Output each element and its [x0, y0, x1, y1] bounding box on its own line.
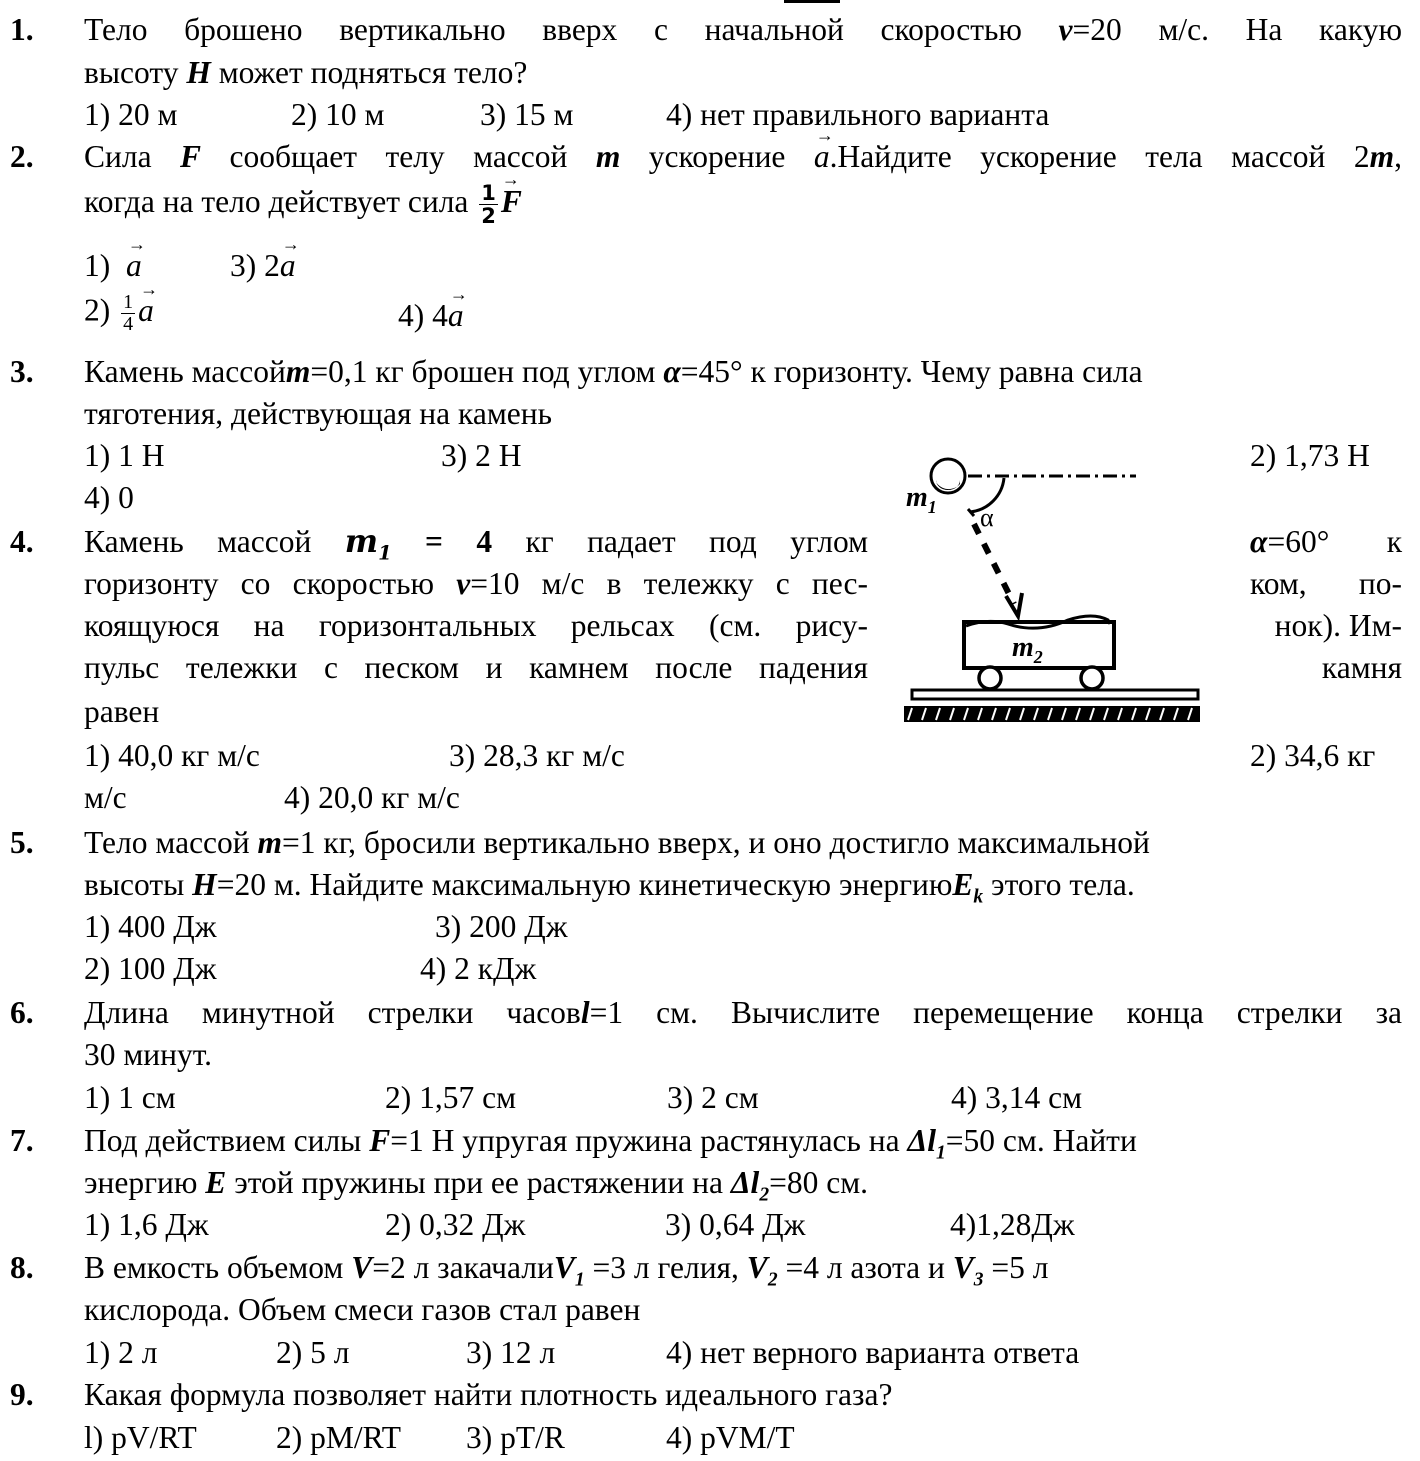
q2-answer-4: 4) 4→ a	[398, 300, 464, 332]
figure-m1-label: $m_1$	[906, 482, 937, 517]
q3-line2: тяготения, действующая на камень	[84, 396, 552, 431]
q9-line1: Какая формула позволяет найти плотность идеального газа?	[84, 1377, 893, 1412]
q5-number: 5.	[10, 825, 34, 860]
q9-answer-2: 2) pM/RT	[276, 1420, 401, 1455]
q2-line1: Сила F сообщает телу массой m ускорение → a.Найдите ускорение тела массой 2m,	[84, 141, 1402, 173]
cart-diagram	[898, 454, 1218, 726]
q8-line2: кислорода. Объем смеси газов стал равен	[84, 1292, 641, 1327]
q6-line1: Длина минутной стрелки часовl=1 см. Вычислите перемещение конца стрелки за	[84, 995, 1402, 1030]
q4-answer-3: 3) 28,3 кг м/с	[449, 738, 625, 773]
q4-line3: коящуюся на горизонтальных рельсах (см. рису-	[84, 608, 868, 643]
q6-line2: 30 минут.	[84, 1037, 213, 1072]
q1-line1: Тело брошено вертикально вверх с начальной скоростью v=20 м/с. На какую	[84, 12, 1402, 47]
q8-answer-2: 2) 5 л	[276, 1335, 350, 1370]
cart-wheel-right	[1081, 667, 1103, 689]
q4-line3-right: нок). Им-	[1274, 608, 1402, 643]
q1-number: 1.	[10, 12, 34, 47]
q9-answer-3: 3) pT/R	[466, 1420, 565, 1455]
q2-answer-3: 3) 2→ a	[230, 250, 296, 282]
q8-answer-4: 4) нет верного варианта ответа	[666, 1335, 1080, 1370]
q5-answer-3: 3) 200 Дж	[435, 909, 568, 944]
q4-line2: горизонту со скоростью v=10 м/с в тележку с пес-	[84, 566, 868, 601]
q5-answer-1: 1) 400 Дж	[84, 909, 217, 944]
q8-line1: В емкость объемом V=2 л закачалиV$_1$ =3 л гелия, $V_2 =4$ л азота и $V_3 =5$ л	[84, 1250, 1049, 1291]
q9-number: 9.	[10, 1377, 34, 1412]
cart-wheel-left	[979, 667, 1001, 689]
q8-answer-3: 3) 12 л	[466, 1335, 556, 1370]
q9-answer-1: l) pV/RT	[84, 1420, 197, 1455]
q3-answer-2: 2) 1,73 Н	[1250, 438, 1370, 473]
stone-ball	[931, 459, 965, 493]
vector-a: → a	[814, 141, 830, 173]
q4-line1: Камень массой $m_1 = 4$ кг падает под углом	[84, 523, 869, 565]
q6-answer-3: 3) 2 см	[667, 1080, 759, 1115]
q5-line2: высоты H=20 м. Найдите максимальную кинетическую энергиюE$_k$ этого тела.	[84, 867, 1135, 908]
q6-answer-4: 4) 3,14 см	[951, 1080, 1083, 1115]
q1-answer-4: 4) нет правильного варианта	[666, 97, 1050, 132]
q4-line2-right: ком, по-	[1250, 566, 1402, 601]
q9-answer-4: 4) pVM/T	[666, 1420, 795, 1455]
q2-answer-2: 2) $\frac{1}{4}$ → a	[84, 292, 154, 335]
q1-answer-3: 3) 15 м	[480, 97, 574, 132]
q4-line4-right: камня	[1321, 650, 1402, 685]
q8-number: 8.	[10, 1250, 34, 1285]
q8-answer-1: 1) 2 л	[84, 1335, 158, 1370]
q5-answer-4: 4) 2 кДж	[420, 951, 537, 986]
q3-answer-3: 3) 2 Н	[441, 438, 522, 473]
q4-answer-2: 2) 34,6 кг	[1250, 738, 1376, 773]
cart-figure	[898, 454, 1218, 726]
q7-answer-3: 3) 0,64 Дж	[665, 1207, 806, 1242]
q4-answer-4: 4) 20,0 кг м/с	[284, 780, 460, 815]
q7-answer-1: 1) 1,6 Дж	[84, 1207, 209, 1242]
vector-F: → F	[501, 186, 522, 218]
q3-answer-1: 1) 1 Н	[84, 438, 165, 473]
q2-number: 2.	[10, 139, 34, 174]
q7-number: 7.	[10, 1123, 34, 1158]
q5-line1: Тело массой m=1 кг, бросили вертикально вверх, и оно достигло максимальной	[84, 825, 1150, 860]
q1-answer-2: 2) 10 м	[291, 97, 385, 132]
q7-answer-2: 2) 0,32 Дж	[385, 1207, 526, 1242]
figure-m2-label: $m_2$	[1012, 632, 1043, 667]
q2-line2: когда на тело действует сила $\frac{1}{2}$ → F	[84, 182, 522, 227]
q7-answer-4: 4)1,28Дж	[950, 1207, 1075, 1242]
q4-line4: пульс тележки с песком и камнем после падения	[84, 650, 868, 685]
fraction-quarter: $\frac{1}{4}$	[123, 291, 134, 335]
q4-answer-1: 1) 40,0 кг м/с	[84, 738, 260, 773]
trajectory	[974, 524, 1014, 604]
q2-answer-1: 1) → a	[84, 250, 142, 282]
figure-alpha-label: α	[980, 503, 994, 532]
q1-answer-1: 1) 20 м	[84, 97, 178, 132]
q6-number: 6.	[10, 995, 34, 1030]
q3-answer-4: 4) 0	[84, 480, 134, 515]
q1-line2: высоту H может подняться тело?	[84, 55, 528, 90]
q5-answer-2: 2) 100 Дж	[84, 951, 217, 986]
rail	[912, 690, 1198, 699]
q7-line1: Под действием силы F=1 Н упругая пружина растянулась на $\Delta l_1=50$ см. Найти	[84, 1123, 1137, 1164]
q6-answer-2: 2) 1,57 см	[385, 1080, 517, 1115]
q7-line2: энергию E этой пружины при ее растяжении на $\Delta l_2=80$ см.	[84, 1165, 869, 1206]
q4-line5: равен	[84, 694, 160, 729]
q4-line1-right: α=60° к	[1250, 524, 1402, 559]
fraction-half: $\frac{1}{2}$	[481, 181, 496, 229]
q3-number: 3.	[10, 354, 34, 389]
top-rule	[784, 0, 840, 3]
q3-line1: Камень массойm=0,1 кг брошен под углом α=45° к горизонту. Чему равна сила	[84, 354, 1143, 389]
q4-number: 4.	[10, 524, 34, 559]
trajectory-arrowhead	[1006, 593, 1022, 616]
q6-answer-1: 1) 1 см	[84, 1080, 176, 1115]
q4-answer-2-cont: м/с	[84, 780, 127, 815]
